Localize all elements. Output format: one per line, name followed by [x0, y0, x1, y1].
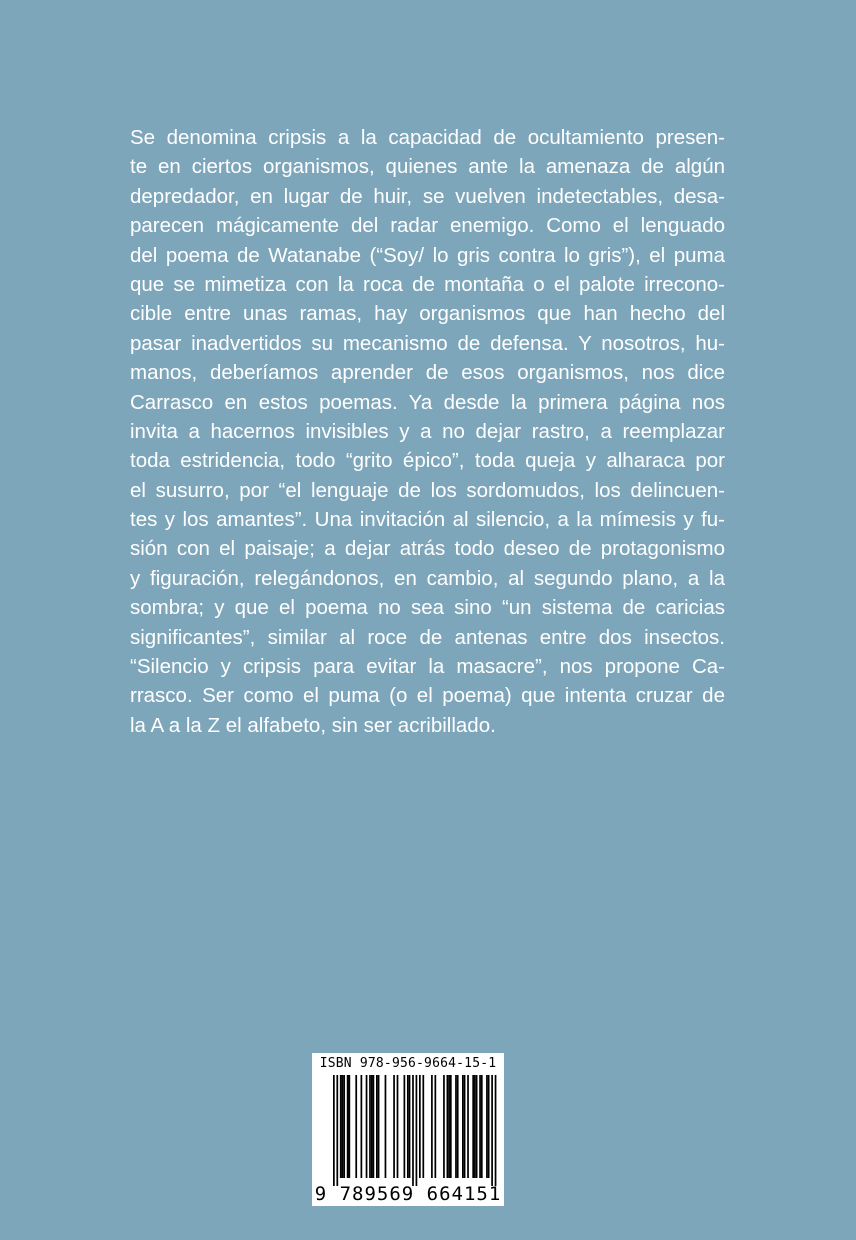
- ean-digits: 9 789569 664151: [314, 1183, 502, 1205]
- barcode-bar: [366, 1075, 368, 1178]
- barcode-bar: [371, 1075, 373, 1178]
- barcode-bar: [431, 1075, 433, 1178]
- barcode-bar: [464, 1075, 466, 1178]
- barcode-bar: [342, 1075, 344, 1178]
- barcode-bar: [361, 1075, 363, 1178]
- blurb-line: invita a hacernos invisibles y a no dejar rastro, a reemplazar: [130, 419, 725, 443]
- barcode-bar: [385, 1075, 387, 1178]
- blurb-line: toda estridencia, todo “grito épico”, toda queja y alharaca por: [130, 449, 725, 473]
- blurb-line: tes y los amantes”. Una invitación al silencio, a la mímesis y fu-: [130, 508, 725, 532]
- blurb-line: y figuración, relegándonos, en cambio, al segundo plano, a la: [130, 566, 725, 590]
- barcode-bar: [481, 1075, 483, 1178]
- blurb-line: Carrasco en estos poemas. Ya desde la primera página nos: [130, 390, 725, 414]
- barcode-bar: [495, 1075, 497, 1186]
- barcode-bar: [404, 1075, 406, 1178]
- barcode-bar: [397, 1075, 399, 1178]
- barcode-bar: [443, 1075, 445, 1178]
- blurb-line: del poema de Watanabe (“Soy/ lo gris contra lo gris”), el puma: [130, 243, 725, 267]
- barcode-bar: [409, 1075, 411, 1178]
- barcode-bar: [472, 1075, 474, 1178]
- blurb-line: Se denomina cripsis a la capacidad de ocultamiento presen-: [130, 126, 725, 149]
- isbn-barcode: [312, 1053, 504, 1206]
- barcode-bar: [355, 1075, 357, 1178]
- blurb-line: manos, deberíamos aprender de esos organismos, nos dice: [130, 361, 725, 385]
- barcode-bar: [347, 1075, 349, 1178]
- barcode-bar: [474, 1075, 476, 1178]
- blurb-line: sombra; y que el poema no sea sino “un sistema de caricias: [130, 596, 725, 620]
- barcode-bar: [422, 1075, 424, 1178]
- barcode-bar: [348, 1075, 350, 1178]
- barcode-bar: [488, 1075, 490, 1178]
- barcode-bar: [373, 1075, 375, 1178]
- blurb-line: la A a la Z el alfabeto, sin ser acribillado.: [130, 713, 496, 737]
- barcode-bar: [467, 1075, 469, 1178]
- barcode-bar: [412, 1075, 414, 1186]
- barcode-bar: [333, 1075, 335, 1186]
- barcode-bar: [393, 1075, 395, 1178]
- back-cover-blurb: [130, 123, 725, 740]
- blurb-line: cible entre unas ramas, hay organismos que han hecho del: [130, 302, 725, 326]
- barcode-bar: [343, 1075, 345, 1178]
- barcode-bar: [450, 1075, 452, 1178]
- barcode-bar: [455, 1075, 457, 1178]
- blurb-line: pasar inadvertidos su mecanismo de defensa. Y nosotros, hu-: [130, 331, 725, 355]
- blurb-line: rrasco. Ser como el puma (o el poema) que intenta cruzar de: [130, 684, 725, 708]
- barcode-bar: [407, 1075, 409, 1178]
- blurb-line: depredador, en lugar de huir, se vuelven indetectables, desa-: [130, 184, 725, 208]
- blurb-line: el susurro, por “el lenguaje de los sordomudos, los delincuen-: [130, 478, 725, 502]
- barcode-bar: [486, 1075, 488, 1178]
- barcode-bar: [416, 1075, 418, 1186]
- barcode-bar: [340, 1075, 342, 1178]
- barcode-bar: [447, 1075, 449, 1178]
- barcode-bar: [448, 1075, 450, 1178]
- barcode-bar: [462, 1075, 464, 1178]
- isbn-label: ISBN 978-956-9664-15-1: [319, 1056, 497, 1071]
- blurb-line: que se mimetiza con la roca de montaña o el palote irrecono-: [130, 272, 725, 296]
- barcode-bar: [491, 1075, 493, 1186]
- barcode-bar: [336, 1075, 338, 1186]
- barcode-bar: [376, 1075, 378, 1178]
- blurb-line: te en ciertos organismos, quienes ante la amenaza de algún: [130, 155, 725, 179]
- barcode-bar: [419, 1075, 421, 1178]
- blurb-line: significantes”, similar al roce de antenas entre dos insectos.: [130, 625, 725, 649]
- barcode-bar: [457, 1075, 459, 1178]
- barcode-bar: [476, 1075, 478, 1178]
- barcode-bar: [434, 1075, 436, 1178]
- blurb-line: parecen mágicamente del radar enemigo. Como el lenguado: [130, 214, 725, 238]
- barcode-bar: [378, 1075, 380, 1178]
- barcode-bar: [369, 1075, 371, 1178]
- barcode-bar: [479, 1075, 481, 1178]
- blurb-line: sión con el paisaje; a dejar atrás todo deseo de protagonismo: [130, 537, 725, 561]
- blurb-line: “Silencio y cripsis para evitar la masacre”, nos propone Ca-: [130, 655, 725, 679]
